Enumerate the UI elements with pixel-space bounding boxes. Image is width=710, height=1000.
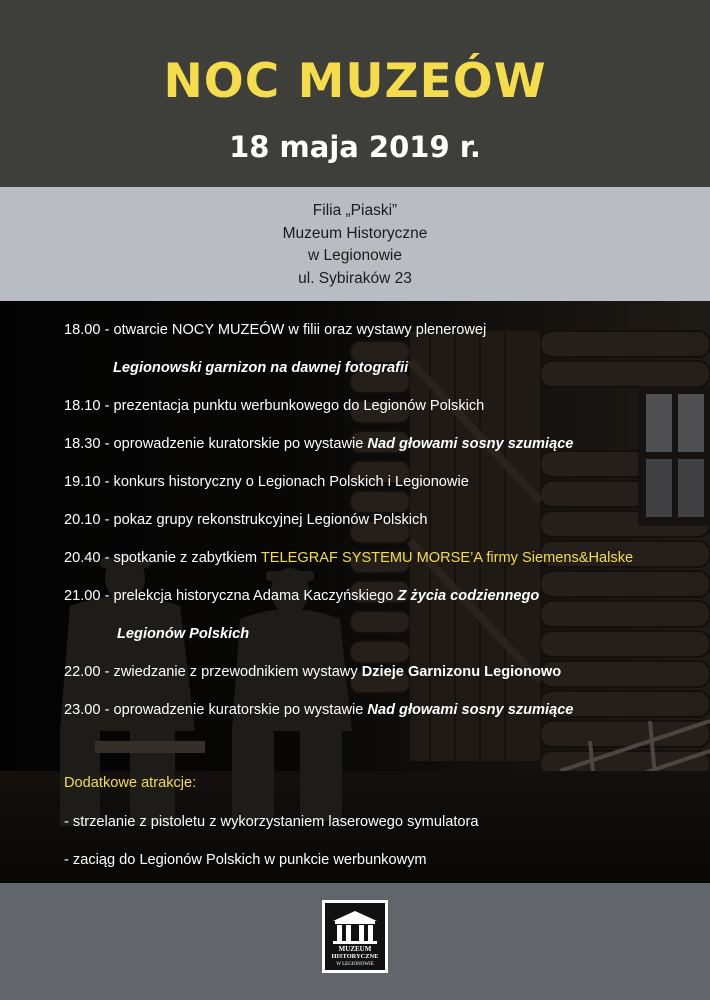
address-line-museum: Muzeum Historyczne [282, 224, 428, 242]
event-date: 18 maja 2019 r. [229, 130, 481, 164]
list-item: 20.40 - spotkanie z zabytkiem TELEGRAF SYSTEMU MORSE’A firmy Siemens&Halske [64, 550, 634, 566]
list-item: 22.00 - zwiedzanie z przewodnikiem wystawy Dzieje Garnizonu Legionowo [64, 664, 562, 680]
list-item: 21.00 - prelekcja historyczna Adama Kaczyńskiego Z życia codziennego [64, 588, 540, 604]
address-line-city: w Legionowie [308, 247, 402, 264]
lecture-title: Z życia codziennego [397, 588, 540, 604]
exhibition-title: Dzieje Garnizonu Legionowo [361, 664, 562, 680]
list-item: 18.00 - otwarcie NOCY MUZEÓW w filii oraz wystawy plenerowej [64, 322, 487, 338]
logo-line: W LEGIONOWIE [336, 962, 374, 967]
program-section [0, 301, 710, 883]
museum-building-icon [325, 907, 385, 945]
logo-line: MUZEUM [338, 945, 372, 953]
logo-line: HISTORYCZNE [331, 953, 379, 960]
exhibition-title: Nad głowami sosny szumiące [367, 702, 574, 718]
list-item: 18.30 - oprowadzenie kuratorskie po wystawie Nad głowami sosny szumiące [64, 436, 574, 452]
list-item: 19.10 - konkurs historyczny o Legionach Polskich i Legionowie [64, 474, 469, 490]
exhibition-title: Nad głowami sosny szumiące [367, 436, 574, 452]
extras-heading: Dodatkowe atrakcje: [64, 775, 197, 791]
address-line-street: ul. Sybiraków 23 [298, 269, 412, 287]
list-item: 20.10 - pokaz grupy rekonstrukcyjnej Legionów Polskich [64, 512, 428, 528]
highlight-text: TELEGRAF SYSTEMU MORSE’A firmy Siemens&Halske [260, 550, 634, 566]
list-item: - strzelanie z pistoletu z wykorzystaniem laserowego symulatora [64, 814, 479, 830]
list-item: - zaciąg do Legionów Polskich w punkcie werbunkowym [64, 852, 427, 868]
item-time: 18.00 [64, 322, 101, 338]
list-item: Legionów Polskich [117, 626, 250, 642]
address-block [0, 187, 710, 301]
address-line-branch: Filia „Piaski” [312, 202, 398, 219]
list-item: 23.00 - oprowadzenie kuratorskie po wystawie Nad głowami sosny szumiące [64, 702, 574, 718]
list-item: Legionowski garnizon na dawnej fotografii [113, 360, 409, 376]
museum-logo [322, 900, 388, 973]
program-list [0, 301, 710, 883]
page-title: NOC MUZEÓW [163, 54, 547, 109]
header [0, 0, 710, 187]
list-item: 18.10 - prezentacja punktu werbunkowego do Legionów Polskich [64, 398, 485, 414]
item-text: otwarcie NOCY MUZEÓW w filii oraz wystawy plenerowej [113, 322, 487, 338]
